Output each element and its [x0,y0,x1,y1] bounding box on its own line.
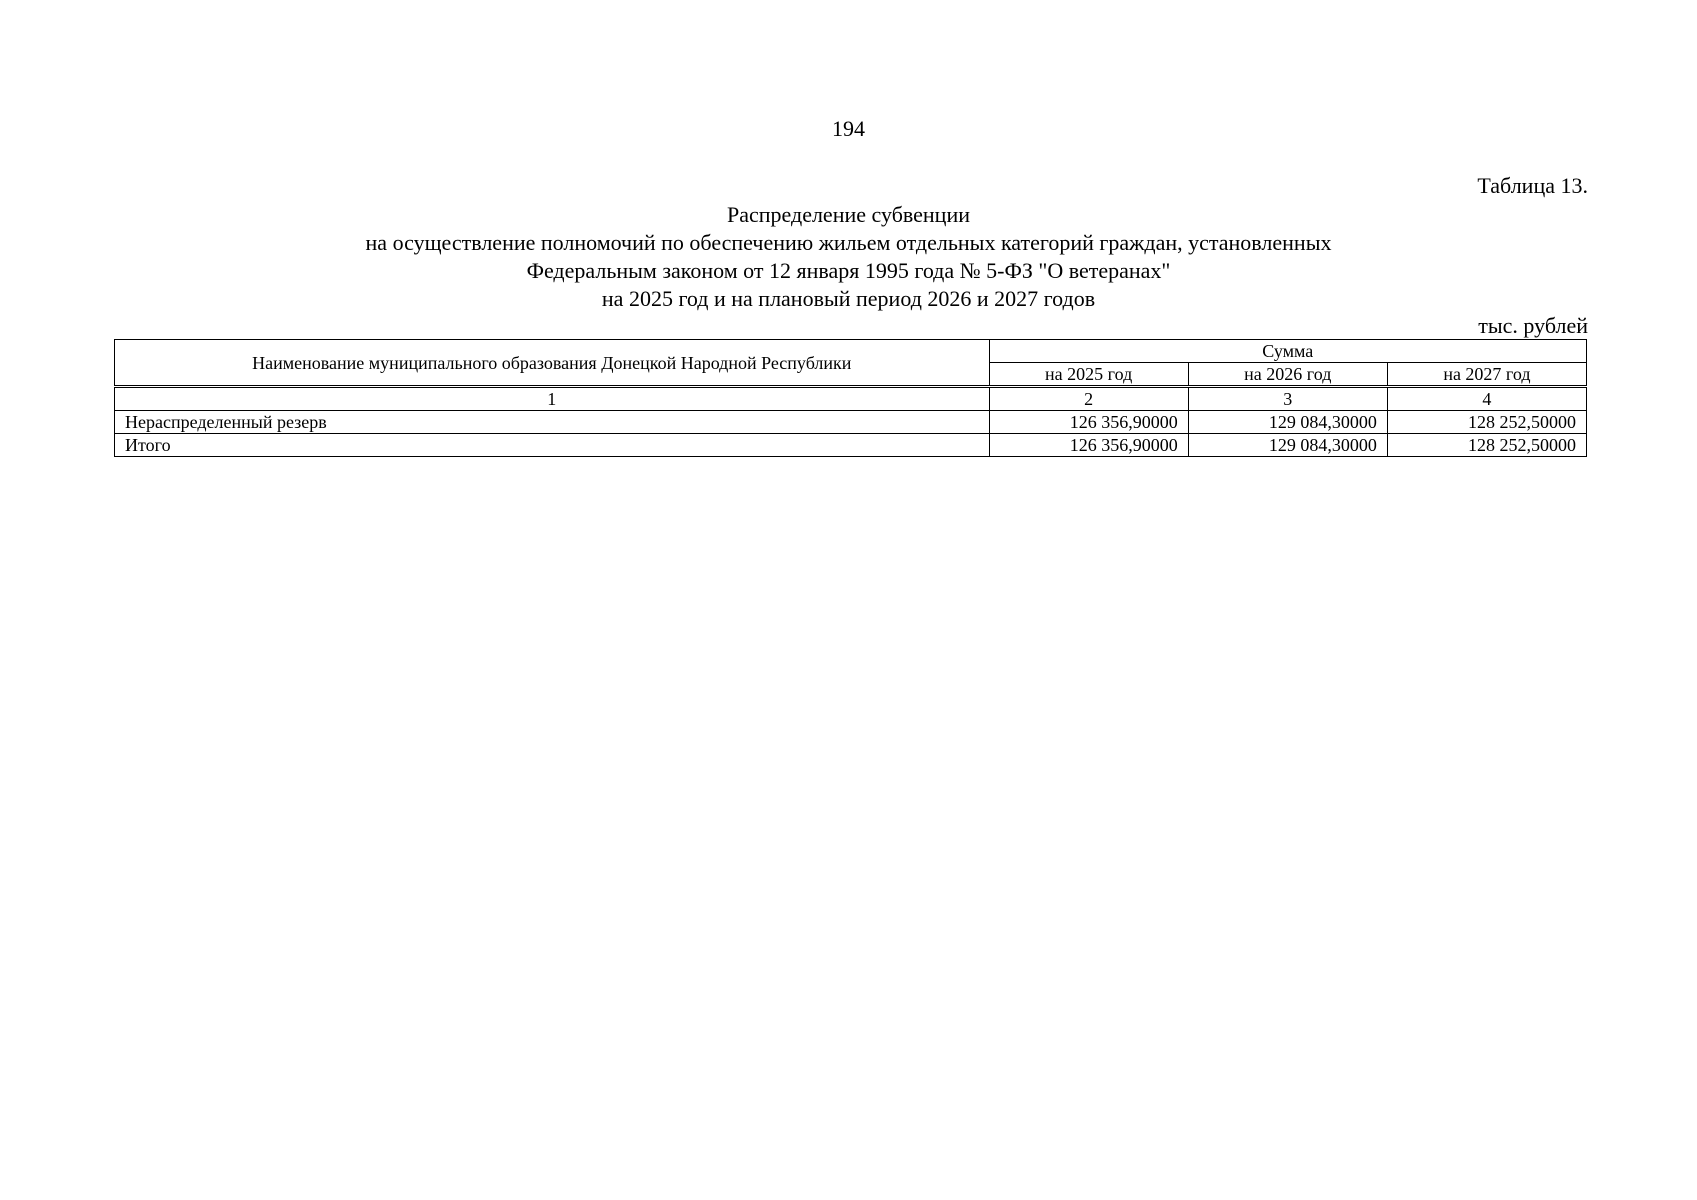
row-value-2027: 128 252,50000 [1387,411,1586,434]
title-line-3: Федеральным законом от 12 января 1995 года № 5-ФЗ "О ветеранах" [526,258,1171,283]
table-row-total [115,434,1587,457]
column-number: 2 [989,387,1188,411]
title-line-2: на осуществление полномочий по обеспечению жильем отдельных категорий граждан, установленных [365,230,1332,255]
row-value-2025: 126 356,90000 [989,411,1188,434]
page-number: 194 [832,116,865,141]
table-label: Таблица 13. [1477,173,1588,198]
row-value-2026: 129 084,30000 [1188,411,1387,434]
column-number: 4 [1387,387,1586,411]
row-value-2026: 129 084,30000 [1188,434,1387,457]
document-title [0,201,1697,313]
row-value-2025: 126 356,90000 [989,434,1188,457]
title-line-1: Распределение субвенции [726,202,971,227]
column-number: 1 [115,387,990,411]
header-year-2025: на 2025 год [989,363,1188,387]
column-number-row [115,387,1587,411]
header-sum: Сумма [989,340,1586,363]
table-header-row [115,340,1587,363]
row-name: Итого [115,434,990,457]
row-value-2027: 128 252,50000 [1387,434,1586,457]
table-row [115,411,1587,434]
units-label: тыс. рублей [1478,313,1588,338]
subsidy-table [114,339,1587,457]
header-year-2026: на 2026 год [1188,363,1387,387]
column-number: 3 [1188,387,1387,411]
row-name: Нераспределенный резерв [115,411,990,434]
title-line-4: на 2025 год и на плановый период 2026 и 2027 годов [601,286,1096,311]
header-year-2027: на 2027 год [1387,363,1586,387]
header-municipality-name: Наименование муниципального образования Донецкой Народной Республики [115,340,990,387]
